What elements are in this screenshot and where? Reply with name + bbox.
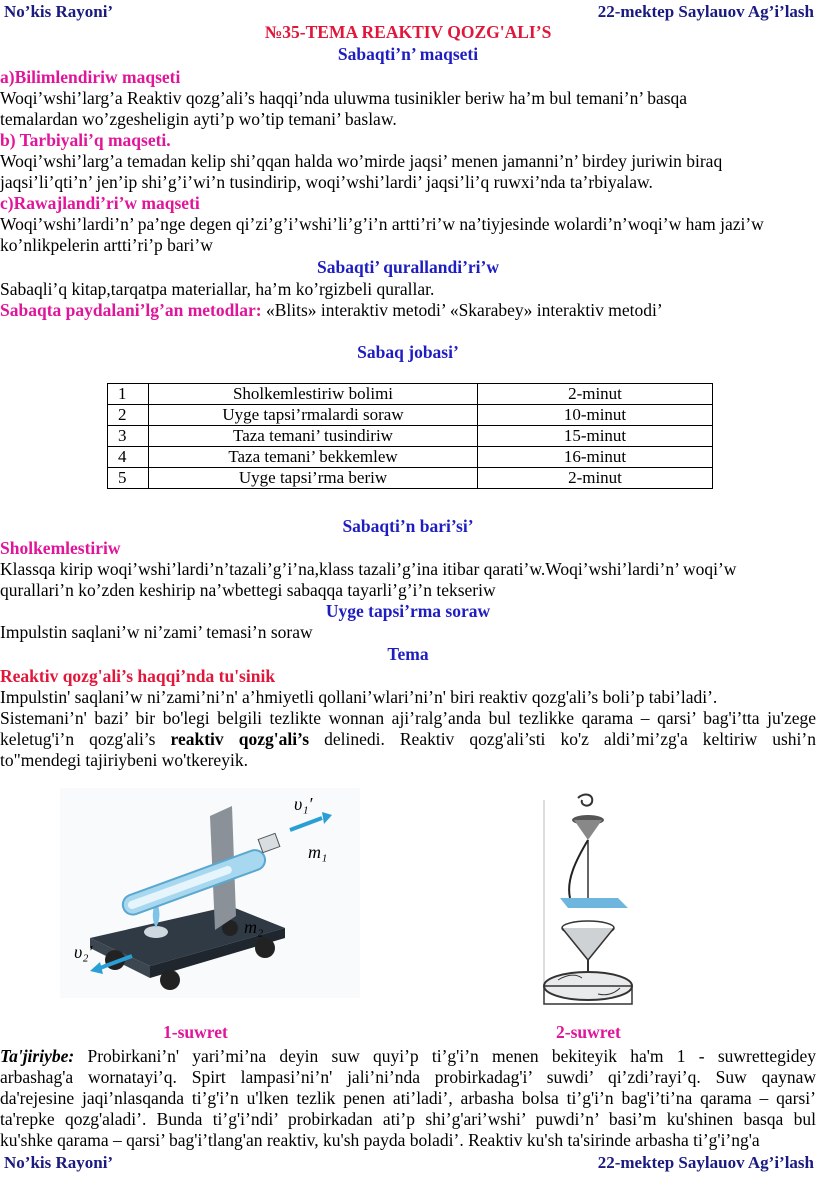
figure-1-reactive-cart <box>60 788 360 998</box>
plan-row <box>108 447 713 468</box>
plan-number: 2 <box>108 405 149 426</box>
concept-heading: Reaktiv qozg'ali’s haqqi’nda tu'sinik <box>0 666 276 686</box>
goal-a-heading: a)Bilimlendiriw maqseti <box>0 67 181 87</box>
experiment-line: arbashag'a wornatayi’q. Spirt lampasi’ni’n' jali’ni’nda probirkadag'i’ suwdi’ qi’zdi’rayi’q. Suw qaynaw <box>0 1067 816 1087</box>
rubber-tube <box>569 840 588 898</box>
goal-c-line: ko’nlikpelerin artti’ri’p bari’w <box>0 235 213 255</box>
header-right: 22-mektep Saylauov Ag’i’lash <box>597 2 814 21</box>
plan-time: 2-minut <box>478 384 713 405</box>
homework-heading: Uyge tapsi’rma soraw <box>325 601 491 621</box>
methods-text: «Blits» interaktiv metodi’ «Skarabey» interaktiv metodi’ <box>261 300 663 320</box>
organization-line: qurallari’n ko’zden keshirip na’wbettegi sabaqqa tayarli’g’i’n tekseriw <box>0 580 496 600</box>
experiment-line: ta'repke qozg'aladi’. Bunda ti’g'i’ndi’ probirkadan ati’p shi’g'ari’wshi’ puwdi’n’ basi’m ku'shinen basqa bul <box>0 1109 816 1129</box>
equipment-text: Sabaqli’q kitap,tarqatpa materiallar, ha’m ko’rgizbeli qurallar. <box>0 279 435 299</box>
experiment-label: Ta'jiriybe: <box>0 1046 75 1066</box>
goal-b-line: jaqsi’li’qti’n’ jen’ip shi’g’i’wi’n tusindirip, woqi’wshi’lardi’ jaqsi’li’q ruwxi’nda ta’rbiyalaw. <box>0 172 653 192</box>
plan-task: Uyge tapsi’rma beriw <box>149 468 478 489</box>
organization-heading: Sholkemlestiriw <box>0 538 121 558</box>
plan-row <box>108 468 713 489</box>
label-v2: υ₂′ <box>74 942 93 962</box>
goal-a-line: temalardan wo’zgesheligin ayti’p wo’tip temani’ baslaw. <box>0 109 397 129</box>
water-tray <box>560 898 628 908</box>
plan-task: Sholkemlestiriw bolimi <box>149 384 478 405</box>
concept-line: to"mendegi tajiriybeni wo'tkereyik. <box>0 750 248 770</box>
plan-heading: Sabaq jobasi’ <box>357 342 459 362</box>
lesson-plan-table <box>107 383 713 489</box>
goal-a-line: Woqi’wshi’larg’a Reaktiv qozg’ali’s haqqi’nda uluwma tusinikler beriw ha’m bul temani’n’ basqa <box>0 88 688 108</box>
figure-2-apparatus <box>538 790 638 1020</box>
plan-number: 1 <box>108 384 149 405</box>
plan-time: 2-minut <box>478 468 713 489</box>
plan-number: 5 <box>108 468 149 489</box>
goal-b-heading: b) Tarbiyali’q maqseti. <box>0 130 171 150</box>
cart-wheel <box>255 938 275 958</box>
goal-b-line: Woqi’wshi’larg’a temadan kelip shi’qqan halda wo’mirde jaqsi’ menen jamanni’n’ birdey juriwin biraq <box>0 151 723 171</box>
plan-row <box>108 405 713 426</box>
concept-line: Sistemani’n' bazi’ bir bo'legi belgili tezlikte wonnan aji’ralg’anda bul tezlikke qarama – qarsi’ bag'i’tta ju'zege <box>0 708 816 728</box>
plan-row <box>108 426 713 447</box>
concept-term: reaktiv qozg'ali’s <box>170 729 310 749</box>
plan-time: 10-minut <box>478 405 713 426</box>
concept-line: Impulstin' saqlani’w ni’zami’ni’n' a’hmiyetli qollani’wlari’ni’n' biri reaktiv qozg'ali’s boli’p tabi’ladi’. <box>0 687 718 707</box>
plan-time: 15-minut <box>478 426 713 447</box>
plan-task: Taza temani’ bekkemlew <box>149 447 478 468</box>
header-left: No’kis Rayoni’ <box>4 2 114 21</box>
label-m2: m₂ <box>244 917 264 937</box>
footer-right: 22-mektep Saylauov Ag’i’lash <box>597 1153 814 1172</box>
homework-text: Impulstin saqlani’w ni’zami’ temasi’n soraw <box>0 622 313 642</box>
cart-wheel <box>160 970 180 990</box>
concept-line: keletug'i’n qozg'ali’s reaktiv qozg'ali’s delinedi. Reaktiv qozg'ali’sti ko'z aldi’mi’zg'a keltiriw ushi’n <box>0 729 816 749</box>
experiment-line: Ta'jiriybe: Probirkani’n' yari’mi’na deyin suw quyi’p ti’g'i’n menen bekiteyik ha'm 1 - suwrettegidey <box>0 1046 816 1066</box>
experiment-line: da'rejesine jaqi’nlasqanda ti’g'i’n u'lken tezlik penen ati’ladi’, arbasha bolsa ti’g'i’n bag'i’ti’na qarama – qarsi’ <box>0 1088 816 1108</box>
plan-task: Taza temani’ tusindiriw <box>149 426 478 447</box>
experiment-line: ku'shke qarama – qarsi’ bag'i’tlang'an reaktiv, ku'sh payda boladi’. Reaktiv ku'sh ta'sirinde arbasha ti’g'i’ng'a <box>0 1130 760 1150</box>
plan-time: 16-minut <box>478 447 713 468</box>
hook <box>578 795 592 806</box>
goal-c-heading: c)Rawajlandi’ri’w maqseti <box>0 193 200 213</box>
equipment-heading: Sabaqti’ qurallandi’ri’w <box>317 257 499 277</box>
plan-row <box>108 384 713 405</box>
methods-line <box>0 300 663 321</box>
label-m1: m₁ <box>308 842 328 862</box>
label-v1: υ₁′ <box>294 794 313 814</box>
progress-heading: Sabaqti’n bari’si’ <box>342 516 474 536</box>
footer-left: No’kis Rayoni’ <box>4 1153 114 1172</box>
methods-label: Sabaqta paydalani’lg’an metodlar: <box>0 300 262 320</box>
goal-c-line: Woqi’wshi’lardi’n’ pa’nge degen qi’zi’g’i’wshi’li’g’i’n artti’ri’w na’tiyjesinde wolardi’n’woqi’w ham jazi’w <box>0 214 764 234</box>
lesson-title: №35-TEMA REAKTIV QOZG'ALI’S <box>264 22 552 42</box>
plan-number: 3 <box>108 426 149 447</box>
goals-heading: Sabaqti’n’ maqseti <box>337 44 479 64</box>
figure-2-caption: 2-suwret <box>556 1022 621 1042</box>
plan-task: Uyge tapsi’rmalardi soraw <box>149 405 478 426</box>
figure-1-caption: 1-suwret <box>163 1022 228 1042</box>
organization-line: Klassqa kirip woqi’wshi’lardi’n’tazali’g’i’na,klass tazali’g’ina itibar qarati’w.Woqi’wshi’lardi’n’ woqi’w <box>0 559 737 579</box>
topic-heading: Tema <box>387 644 429 664</box>
plan-number: 4 <box>108 447 149 468</box>
